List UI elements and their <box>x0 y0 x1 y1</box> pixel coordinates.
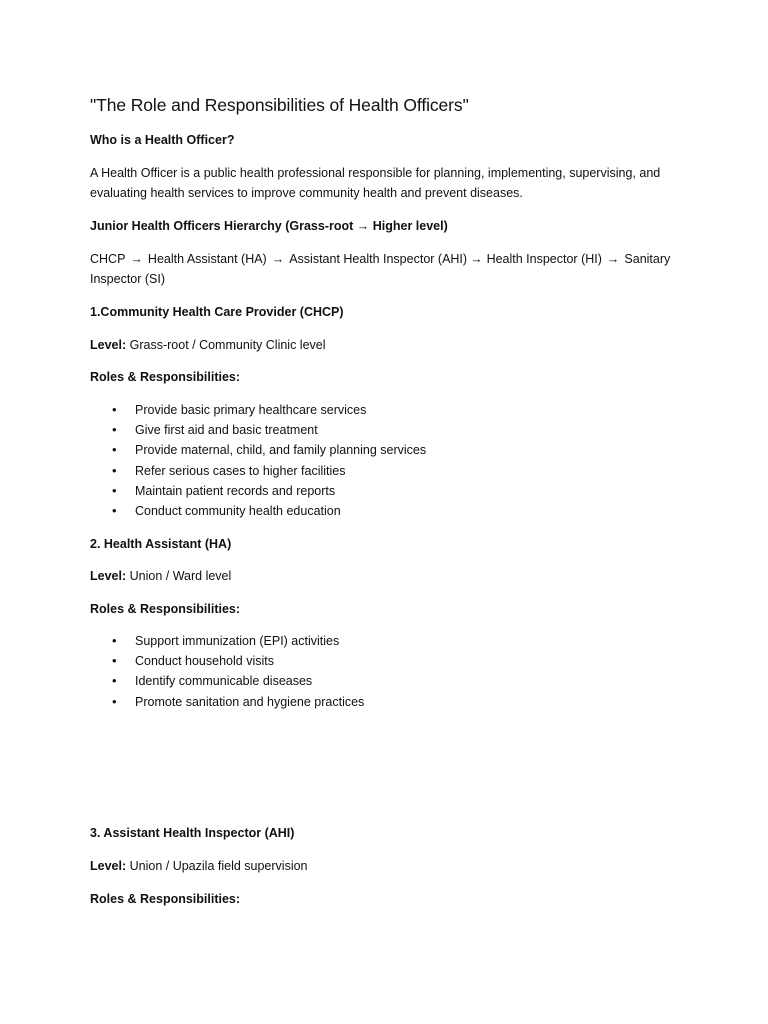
level-value: Grass-root / Community Clinic level <box>129 338 326 352</box>
role-text: Promote sanitation and hygiene practices <box>135 694 365 709</box>
level-label: Level: <box>90 859 127 873</box>
hierarchy-chain <box>90 249 680 289</box>
level-label: Level: <box>90 569 127 583</box>
hierarchy-item: Sanitary Inspector (SI) <box>90 252 671 286</box>
bullet-icon: • <box>112 422 117 438</box>
bullet-icon: • <box>112 442 117 458</box>
roles-heading: Roles & Responsibilities: <box>90 892 241 906</box>
role-text: Provide maternal, child, and family planning services <box>135 443 427 458</box>
list-item <box>90 440 426 460</box>
list-item <box>90 461 426 481</box>
arrow-right-icon: → <box>606 252 620 266</box>
list-item <box>90 400 426 420</box>
bullet-icon: • <box>112 673 117 689</box>
arrow-right-icon: → <box>470 252 483 266</box>
list-item <box>90 651 364 671</box>
list-item <box>90 481 426 501</box>
role-text: Refer serious cases to higher facilities <box>135 463 346 478</box>
list-item <box>90 631 364 651</box>
bullet-icon: • <box>112 462 117 478</box>
role-text: Maintain patient records and reports <box>135 483 336 498</box>
bullet-icon: • <box>112 502 117 518</box>
level-value: Union / Ward level <box>129 569 232 583</box>
hierarchy-item: Assistant Health Inspector (AHI) <box>289 252 468 266</box>
role-text: Provide basic primary healthcare services <box>135 403 367 417</box>
bullet-icon: • <box>112 653 117 669</box>
section-heading: 3. Assistant Health Inspector (AHI) <box>90 826 295 840</box>
section-heading: 1.Community Health Care Provider (CHCP) <box>90 305 344 319</box>
level-value: Union / Upazila field supervision <box>129 859 308 873</box>
list-item <box>90 420 426 440</box>
intro-paragraph: A Health Officer is a public health professional responsible for planning, implementing, supervising, and evaluating health services to improve community health and prevent diseases. <box>90 166 661 200</box>
bullet-icon: • <box>112 693 117 709</box>
level-line <box>90 335 326 355</box>
arrow-right-icon: → <box>130 252 143 266</box>
section-heading: 2. Health Assistant (HA) <box>90 537 232 551</box>
role-text: Identify communicable diseases <box>135 674 313 689</box>
level-line <box>90 566 231 586</box>
document-title: "The Role and Responsibilities of Health Officers" <box>90 95 469 115</box>
role-text: Support immunization (EPI) activities <box>135 634 340 648</box>
bullet-icon: • <box>112 402 117 417</box>
hierarchy-item: Health Assistant (HA) <box>147 252 267 266</box>
list-item <box>90 692 364 712</box>
level-line <box>90 856 308 876</box>
hierarchy-item: CHCP <box>90 252 126 266</box>
question-heading: Who is a Health Officer? <box>90 133 235 147</box>
role-text: Give first aid and basic treatment <box>135 423 318 438</box>
level-label: Level: <box>90 338 127 352</box>
arrow-right-icon: → <box>271 252 285 266</box>
bullet-icon: • <box>112 633 117 648</box>
bullet-icon: • <box>112 482 117 498</box>
role-text: Conduct household visits <box>135 654 274 669</box>
roles-heading: Roles & Responsibilities: <box>90 602 241 616</box>
role-text: Conduct community health education <box>135 503 341 518</box>
roles-heading: Roles & Responsibilities: <box>90 370 241 384</box>
roles-list <box>90 400 426 521</box>
hierarchy-item: Health Inspector (HI) <box>486 252 602 266</box>
hierarchy-heading: Junior Health Officers Hierarchy (Grass-root → Higher level) <box>90 219 448 233</box>
roles-list <box>90 631 364 712</box>
list-item <box>90 501 426 521</box>
list-item <box>90 671 364 691</box>
